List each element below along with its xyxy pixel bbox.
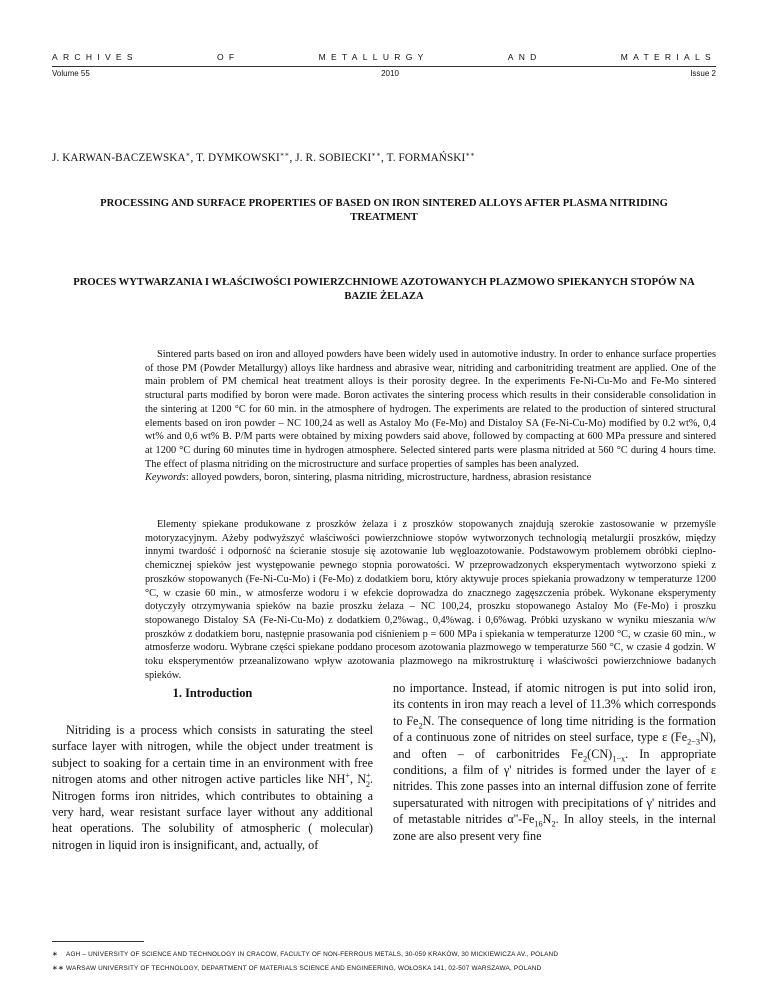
- section-heading: 1. Introduction: [172, 686, 253, 700]
- body-text: N. The consequence of long time nitriding is the formation of a continuous zone of nitrides on steel surface, type ε (Fe: [393, 713, 716, 745]
- body-text: , N: [350, 772, 367, 787]
- paper-title-pl: PROCES WYTWARZANIA I WŁAŚCIWOŚCI POWIERZCHNIOWE AZOTOWANYCH PLAZMOWO SPIEKANYCH STOPÓW NA BAZIE ŻELAZA: [73, 277, 695, 302]
- subscript: 2: [551, 819, 556, 829]
- body-text: . Nitrogen forms iron nitrides, which contributes to obtaining a very hard, wear resistant surface layer without any additional heat operations. The solubility of atmospheric ( molecular) nitrogen in liquid iron is insignificant, and, actually, of: [52, 772, 374, 852]
- journal-word: OF: [217, 52, 240, 62]
- body-column-left: [52, 722, 373, 853]
- journal-word: MATERIALS: [620, 52, 716, 62]
- affiliation-mark: ∗∗: [465, 150, 476, 159]
- body-text: . In appropriate conditions, a film of γ' nitrides is formed under the layer of ε nitrides. This zone passes into an internal diffusion zone of ferrite supersaturated with nitrogen with precipitations of γ' nitrides and of metastable nitrides α''-Fe: [393, 746, 716, 827]
- author-list: J. KARWAN-BACZEWSKA∗, T. DYMKOWSKI∗∗, J. R. SOBIECKI∗∗, T. FORMAŃSKI∗∗: [52, 150, 476, 164]
- abstract-en: [145, 348, 716, 485]
- affiliation-mark: ∗∗: [371, 150, 382, 159]
- body-column-right: [393, 680, 716, 844]
- subscript: 16: [534, 819, 543, 829]
- footnote-mark: ∗∗: [52, 965, 65, 972]
- footnote-text: AGH – UNIVERSITY OF SCIENCE AND TECHNOLOGY IN CRACOW, FACULTY OF NON-FERROUS METALS, 30-059 KRAKÓW, 30 MICKIEWICZA AV., POLAND: [66, 951, 559, 958]
- journal-word: ARCHIVES: [52, 52, 138, 62]
- author: T. DYMKOWSKI: [196, 152, 280, 164]
- subscript: 2−3: [687, 737, 701, 747]
- body-text: N: [542, 812, 552, 827]
- superscript: +: [366, 771, 371, 781]
- body-text: no importance. Instead, if atomic nitrogen is put into solid iron, its contents in iron may reach a level of 11.3% which corresponds to Fe: [393, 681, 716, 728]
- abstract-pl: Elementy spiekane produkowane z proszków żelaza i z proszków stopowanych znajdują szerokie zastosowanie w przemyśle motoryzacyjnym. Ażeby podwyższyć właściwości powierzchniowe stopów wytworzonych technologią metalurgii proszków, między innymi twardość i odporność na ścieranie stosuje się azotowanie lub węgloazotowanie. Podstawowym problemem obróbki cieplno-chemicznej spieków jest występowanie pewnego stopnia porowatości. W przeprowadzonych eksperymentach wytworzono spieki z proszków stopowanych (Fe-Ni-Cu-Mo) i (Fe-Mo) z dodatkiem boru, który aktywuje proces spiekania prowadzony w temperaturze 1200 °C, w czasie 60 min., w atmosferze wodoru i w efekcie doprowadza do znacznego zagęszczenia próbek. Wykonane eksperymenty dotyczyły otrzymywania spieków na bazie proszku żelaza – NC 100,24, proszku stopowanego Astaloy Mo (Fe-Mo) i proszku stopowanego Distaloy SA (Fe-Ni-Cu-Mo) z dodatkiem 0,2%wag., 0,4%wag. i 0,6%wag. Próbki uzyskano w wyniku mieszania w/w proszków z dodatkiem boru, następnie prasowania pod ciśnieniem p = 600 MPa i spiekania w temperaturze 1200 °C, w czasie 60 min., w atmosferze wodoru. Wybrane części spiekane poddano procesom azotowania plazmowego w temperaturze 560 °C, w czasie 4 godzin. W toku eksperymentów przeanalizowano wpływ azotowania plazmowego na mikrostrukturę i właściwości powierzchniowe badanych spieków.: [145, 519, 716, 681]
- subscript: 2: [418, 721, 423, 731]
- footnote-rule: [52, 941, 144, 942]
- affiliation-mark: ∗∗: [279, 150, 290, 159]
- header-rule: [52, 66, 716, 67]
- journal-name: [52, 52, 716, 62]
- keywords: : alloyed powders, boron, sintering, plasma nitriding, microstructure, hardness, abrasion resistance: [185, 472, 592, 484]
- journal-word: METALLURGY: [318, 52, 429, 62]
- superscript: +: [345, 771, 351, 781]
- footnote-mark: ∗: [52, 951, 59, 958]
- author: J. KARWAN-BACZEWSKA: [52, 152, 186, 164]
- body-text: N), and often – of carbonitrides Fe: [393, 730, 716, 761]
- paper-title-en: PROCESSING AND SURFACE PROPERTIES OF BASED ON IRON SINTERED ALLOYS AFTER PLASMA NITRIDING TREATMENT: [100, 198, 668, 223]
- issue: Issue 2: [690, 69, 716, 78]
- issue-info: [52, 69, 716, 78]
- author: J. R. SOBIECKI: [295, 152, 372, 164]
- volume: Volume 55: [52, 69, 90, 78]
- year: 2010: [381, 69, 399, 78]
- affiliation-mark: ∗: [185, 150, 191, 159]
- body-text: . In alloy steels, in the internal zone are also present very fine: [393, 812, 716, 843]
- footnote-text: WARSAW UNIVERSITY OF TECHNOLOGY, DEPARTMENT OF MATERIALS SCIENCE AND ENGINEERING, WOŁOSKA 141, 02-507 WARSZAWA, POLAND: [66, 965, 542, 972]
- subscript: 2: [365, 779, 370, 789]
- subscript: 1−x: [612, 754, 626, 764]
- subscript: 2: [583, 754, 588, 764]
- body-text: (CN): [587, 746, 613, 761]
- footnote: [52, 950, 716, 958]
- journal-word: AND: [507, 52, 542, 62]
- keywords-label: Keywords: [145, 472, 186, 484]
- abstract-en-text: Sintered parts based on iron and alloyed powders have been widely used in automotive industry. In order to enhance surface properties of those PM (Powder Metallurgy) alloys like hardness and abrasive wear, nitriding and carbonitriding treatment are applied. One of the main problem of PM chemical heat treatment alloys is their porosity degree. In the experiments Fe-Ni-Cu-Mo and Fe-Mo sintered structural parts modified by boron were made. Boron activates the sintering process which results in their considerable consolidation in the sintering at 1200 °C for 60 min. in the atmosphere of hydrogen. The experiments are related to the production of sintered structural elements based on iron powder – NC 100,24 as well as Astaloy Mo (Fe-Mo) and Distaloy SA (Fe-Ni-Cu-Mo) modified by 0.2 wt%, 0,4 wt% and 0,6 wt% B. P/M parts were obtained by mixing powders said above, followed by compacting at 600 MPa pressure and sintered at 1200 °C during 60 minutes time in hydrogen atmosphere. Selected sintered parts were plasma nitrided at 560 °C during 4 hours time. The effect of plasma nitriding on the microstructure and surface properties of samples has been analyzed.: [145, 349, 716, 470]
- body-text: Nitriding is a process which consists in saturating the steel surface layer with nitrogen, while the object under treatment is subject to soaking for a certain time in an environment with free nitrogen atoms and other nitrogen active particles like NH: [52, 723, 373, 787]
- footnote: [52, 964, 716, 972]
- author: T. FORMAŃSKI: [386, 152, 466, 164]
